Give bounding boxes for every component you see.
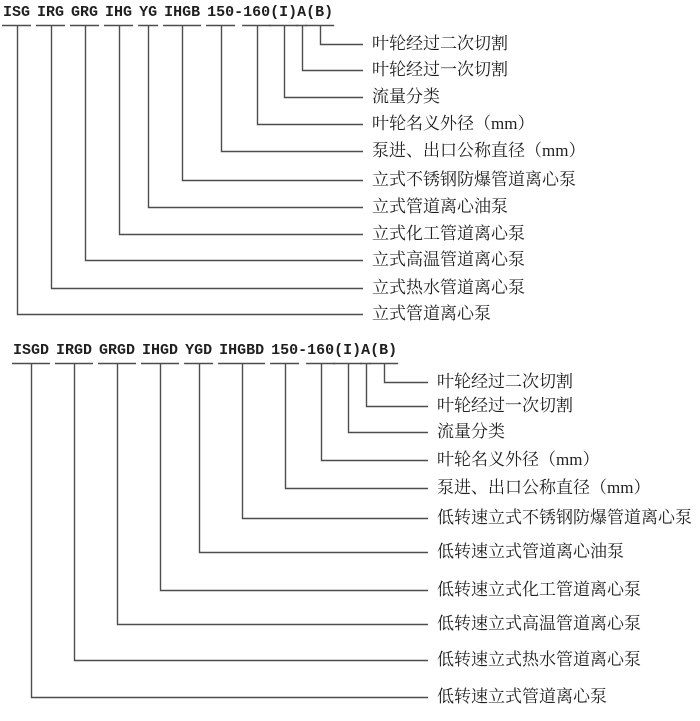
model-part-label: 叶轮名义外径（mm）	[372, 114, 535, 133]
model-code-token: IHG	[105, 4, 133, 21]
model-part-label: 叶轮经过二次切割	[372, 34, 508, 53]
model-code-token: -	[234, 4, 244, 21]
model-part-label: 低转速立式热水管道离心泵	[437, 650, 641, 669]
connector	[163, 26, 363, 181]
model-code-token: YG	[139, 4, 158, 21]
model-code-token: A	[297, 4, 307, 21]
model-part-label: 立式管道离心泵	[372, 304, 491, 323]
model-part-label: 叶轮经过一次切割	[372, 60, 508, 79]
model-code-token: 150	[271, 342, 299, 359]
connector	[360, 364, 428, 407]
diagram-vertical-pipeline-pump	[0, 0, 700, 340]
model-part-label: 低转速立式不锈钢防爆管道离心泵	[437, 508, 692, 527]
connector	[305, 26, 363, 45]
model-code-token: -	[298, 342, 308, 359]
connector	[184, 364, 428, 553]
model-code-token: IHGB	[164, 4, 201, 21]
model-code-token: 160	[307, 342, 335, 359]
model-part-label: 立式管道离心油泵	[372, 197, 508, 216]
model-code-token: GRG	[71, 4, 99, 21]
model-code-token: (B)	[306, 4, 334, 21]
connector	[296, 26, 363, 71]
model-code-token: YGD	[185, 342, 213, 359]
model-part-label: 叶轮经过二次切割	[437, 372, 573, 391]
model-code-token: GRGD	[99, 342, 136, 359]
connector	[141, 364, 428, 591]
model-part-label: 立式热水管道离心泵	[372, 278, 525, 297]
connector	[218, 364, 428, 519]
connector	[369, 364, 428, 383]
model-part-label: 叶轮名义外径（mm）	[437, 450, 600, 469]
model-code-token: IRGD	[56, 342, 93, 359]
model-code-token: (I)	[334, 342, 362, 359]
model-part-label: 泵进、出口公称直径（mm）	[437, 478, 651, 497]
model-code-token: (B)	[370, 342, 398, 359]
connector-lines	[0, 0, 700, 340]
model-code-token: 150	[207, 4, 235, 21]
model-part-label: 流量分类	[372, 87, 440, 106]
connector	[98, 364, 428, 625]
model-code-token: ISGD	[13, 342, 50, 359]
connector	[104, 26, 363, 235]
model-part-label: 低转速立式高温管道离心泵	[437, 614, 641, 633]
model-code-token: (I)	[270, 4, 298, 21]
model-code-token: IHGD	[142, 342, 179, 359]
model-code-token: ISG	[3, 4, 31, 21]
connector	[333, 364, 428, 433]
model-part-label: 立式不锈钢防爆管道离心泵	[372, 170, 576, 189]
model-part-label: 低转速立式化工管道离心泵	[437, 580, 641, 599]
model-part-label: 低转速立式管道离心泵	[437, 687, 607, 706]
model-part-label: 叶轮经过一次切割	[437, 396, 573, 415]
model-part-label: 流量分类	[437, 422, 505, 441]
model-part-label: 泵进、出口公称直径（mm）	[372, 141, 586, 160]
connector	[70, 26, 363, 261]
diagram-low-speed-vertical-pipeline-pump	[0, 330, 700, 721]
model-code-token: A	[361, 342, 371, 359]
model-part-label: 立式高温管道离心泵	[372, 250, 525, 269]
connector	[55, 364, 428, 661]
connector	[269, 26, 363, 98]
model-code-token: 160	[243, 4, 271, 21]
model-code-token: IRG	[37, 4, 65, 21]
model-code-token: IHGBD	[219, 342, 265, 359]
model-part-label: 低转速立式管道离心油泵	[437, 542, 624, 561]
model-part-label: 立式化工管道离心泵	[372, 224, 525, 243]
